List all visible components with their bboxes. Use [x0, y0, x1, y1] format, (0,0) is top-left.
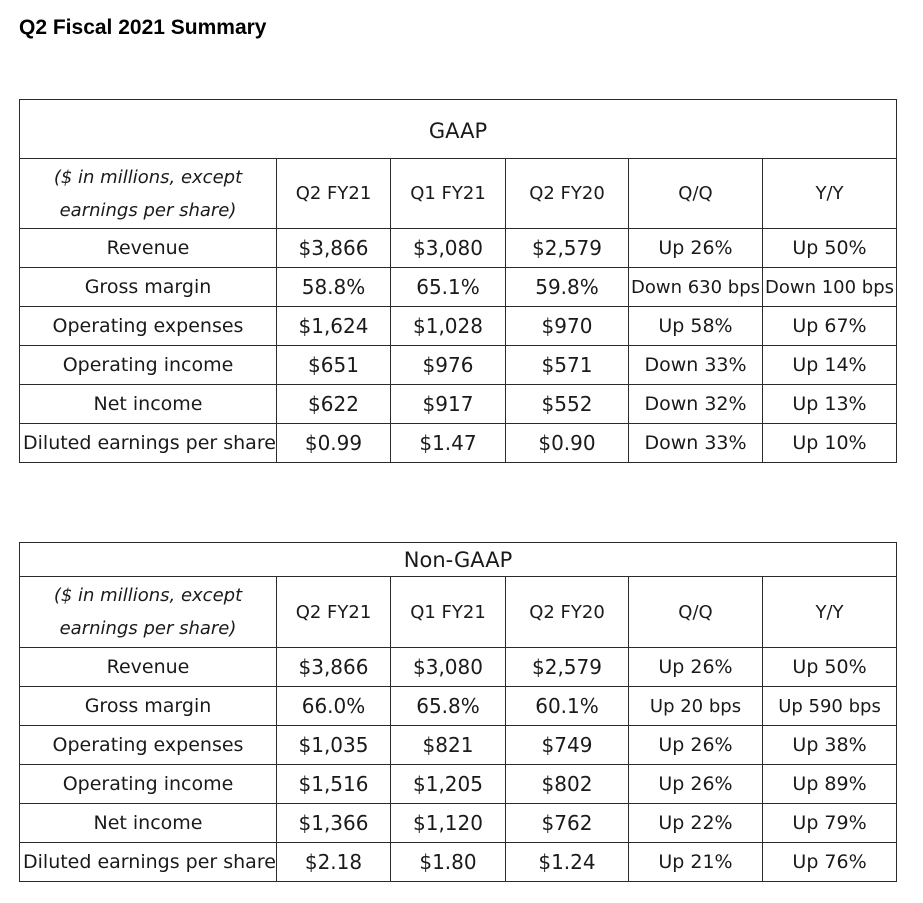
- table-cell: $802: [506, 765, 629, 804]
- table-cell: Up 50%: [763, 648, 897, 687]
- table-cell: $2.18: [277, 843, 391, 882]
- table-cell: $2,579: [506, 648, 629, 687]
- table-cell: $622: [277, 385, 391, 424]
- table-row: [20, 385, 897, 424]
- row-label: Diluted earnings per share: [20, 424, 277, 463]
- table-row: [20, 424, 897, 463]
- table-row: [20, 726, 897, 765]
- table-cell: Up 67%: [763, 307, 897, 346]
- unit-note: [20, 159, 277, 229]
- table-cell: Up 89%: [763, 765, 897, 804]
- table-cell: Up 26%: [629, 648, 763, 687]
- row-label: Revenue: [20, 229, 277, 268]
- table-cell: $1,205: [391, 765, 506, 804]
- table-cell: $3,866: [277, 229, 391, 268]
- gaap-header-row: [20, 159, 897, 229]
- table-cell: $651: [277, 346, 391, 385]
- table-cell: Up 20 bps: [629, 687, 763, 726]
- table-cell: Down 33%: [629, 346, 763, 385]
- table-cell: $3,866: [277, 648, 391, 687]
- table-cell: Down 33%: [629, 424, 763, 463]
- table-cell: Down 100 bps: [763, 268, 897, 307]
- gaap-table-title: GAAP: [20, 100, 897, 159]
- table-cell: $976: [391, 346, 506, 385]
- unit-note-line: earnings per share): [59, 199, 237, 221]
- table-row: [20, 229, 897, 268]
- table-cell: 65.8%: [391, 687, 506, 726]
- table-cell: Up 22%: [629, 804, 763, 843]
- unit-note-line: ($ in millions, except: [53, 166, 243, 188]
- table-cell: Up 26%: [629, 765, 763, 804]
- column-header: Q/Q: [629, 159, 763, 229]
- table-row: [20, 307, 897, 346]
- table-cell: $749: [506, 726, 629, 765]
- row-label: Operating expenses: [20, 726, 277, 765]
- table-cell: 65.1%: [391, 268, 506, 307]
- row-label: Diluted earnings per share: [20, 843, 277, 882]
- column-header: Q1 FY21: [391, 159, 506, 229]
- table-cell: $1.47: [391, 424, 506, 463]
- column-header: Q/Q: [629, 577, 763, 648]
- table-row: [20, 346, 897, 385]
- table-row: [20, 804, 897, 843]
- table-cell: Up 21%: [629, 843, 763, 882]
- table-cell: Up 26%: [629, 229, 763, 268]
- page-title: Q2 Fiscal 2021 Summary: [19, 16, 267, 39]
- table-cell: Up 79%: [763, 804, 897, 843]
- table-cell: 66.0%: [277, 687, 391, 726]
- non-gaap-header-row: [20, 577, 897, 648]
- table-cell: $552: [506, 385, 629, 424]
- table-cell: $1,028: [391, 307, 506, 346]
- table-cell: Up 13%: [763, 385, 897, 424]
- row-label: Operating income: [20, 765, 277, 804]
- table-row: [20, 648, 897, 687]
- table-cell: Up 10%: [763, 424, 897, 463]
- table-cell: $1,035: [277, 726, 391, 765]
- column-header: Q1 FY21: [391, 577, 506, 648]
- table-cell: $1,366: [277, 804, 391, 843]
- table-cell: 59.8%: [506, 268, 629, 307]
- row-label: Operating expenses: [20, 307, 277, 346]
- row-label: Net income: [20, 385, 277, 424]
- row-label: Operating income: [20, 346, 277, 385]
- table-cell: $0.90: [506, 424, 629, 463]
- table-cell: Up 38%: [763, 726, 897, 765]
- unit-note-line: earnings per share): [59, 618, 237, 639]
- table-cell: $0.99: [277, 424, 391, 463]
- table-cell: $2,579: [506, 229, 629, 268]
- table-cell: $1.24: [506, 843, 629, 882]
- table-cell: $1,624: [277, 307, 391, 346]
- column-header: Q2 FY20: [506, 159, 629, 229]
- unit-note-line: ($ in millions, except: [53, 585, 243, 606]
- column-header: Q2 FY20: [506, 577, 629, 648]
- table-cell: Down 630 bps: [629, 268, 763, 307]
- table-cell: $1,516: [277, 765, 391, 804]
- table-cell: Up 50%: [763, 229, 897, 268]
- gaap-summary-table: [19, 99, 897, 463]
- column-header: Q2 FY21: [277, 577, 391, 648]
- table-row: [20, 765, 897, 804]
- table-cell: Up 14%: [763, 346, 897, 385]
- table-row: [20, 268, 897, 307]
- table-cell: Up 58%: [629, 307, 763, 346]
- table-cell: $762: [506, 804, 629, 843]
- table-cell: $970: [506, 307, 629, 346]
- row-label: Net income: [20, 804, 277, 843]
- table-cell: Up 590 bps: [763, 687, 897, 726]
- column-header: Q2 FY21: [277, 159, 391, 229]
- table-cell: 58.8%: [277, 268, 391, 307]
- row-label: Revenue: [20, 648, 277, 687]
- table-cell: $3,080: [391, 229, 506, 268]
- table-row: [20, 843, 897, 882]
- table-cell: $917: [391, 385, 506, 424]
- table-cell: $1,120: [391, 804, 506, 843]
- column-header: Y/Y: [763, 159, 897, 229]
- column-header: Y/Y: [763, 577, 897, 648]
- row-label: Gross margin: [20, 687, 277, 726]
- table-cell: $1.80: [391, 843, 506, 882]
- table-cell: Up 76%: [763, 843, 897, 882]
- non-gaap-summary-table: [19, 542, 897, 882]
- table-cell: $3,080: [391, 648, 506, 687]
- table-cell: 60.1%: [506, 687, 629, 726]
- table-cell: $571: [506, 346, 629, 385]
- unit-note: [20, 577, 277, 648]
- table-cell: Down 32%: [629, 385, 763, 424]
- table-row: [20, 687, 897, 726]
- table-cell: $821: [391, 726, 506, 765]
- non-gaap-table-title: Non-GAAP: [20, 543, 897, 577]
- table-cell: Up 26%: [629, 726, 763, 765]
- row-label: Gross margin: [20, 268, 277, 307]
